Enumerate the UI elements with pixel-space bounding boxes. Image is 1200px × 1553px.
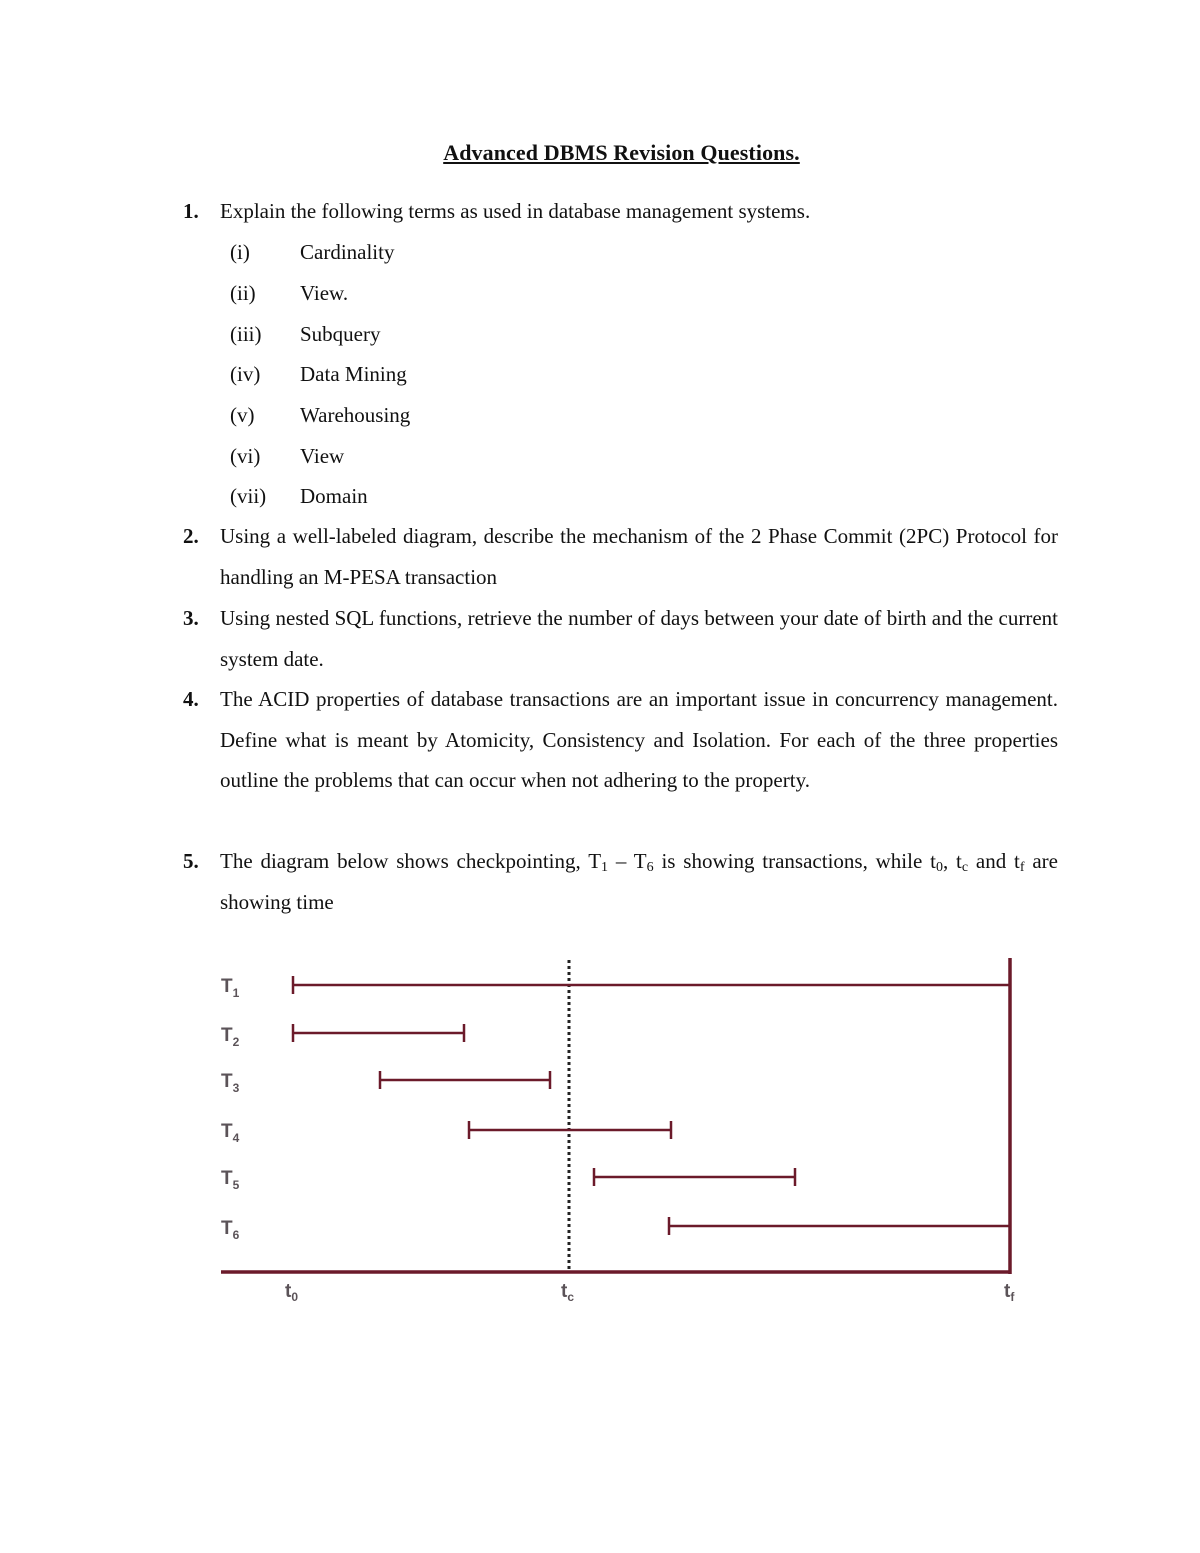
term-item xyxy=(230,273,530,313)
term-label: Data Mining xyxy=(300,362,407,386)
q5-sub-e: f xyxy=(1019,860,1025,875)
q5-sub-a: 1 xyxy=(601,860,609,875)
time-label-tf: $t_f$ xyxy=(1004,1281,1015,1304)
time-label-t0: $t_0$ xyxy=(285,1281,299,1304)
transaction-label: $T_4$ xyxy=(221,1121,240,1145)
term-label: Cardinality xyxy=(300,240,395,264)
question-number-4: 4. xyxy=(183,687,199,711)
term-label: Domain xyxy=(300,484,368,508)
q5-sub-c: 0 xyxy=(935,860,943,875)
transaction-bar-t3 xyxy=(380,1071,550,1089)
document-title: Advanced DBMS Revision Questions. xyxy=(443,140,800,165)
q5-text-c: is showing transactions, while t xyxy=(653,849,936,873)
question-text-4: The ACID properties of database transactions are an important issue in concurrency management. Define what is meant by Atomicity, Consistency and Isolation. For each of the three properties outline the problems that can occur when not adhering to the property. xyxy=(220,687,1058,793)
term-roman-numeral: (iii) xyxy=(230,322,262,346)
transaction-bar-t2 xyxy=(293,1024,464,1042)
transaction-label: $T_5$ xyxy=(221,1168,240,1192)
term-roman-numeral: (v) xyxy=(230,403,255,427)
transaction-bar-t6 xyxy=(669,1217,1010,1235)
transaction-label: $T_1$ xyxy=(221,976,240,1000)
q5-sub-d: c xyxy=(961,860,969,875)
checkpointing-diagram xyxy=(205,950,1035,1310)
q5-sub-b: 6 xyxy=(646,860,654,875)
term-roman-numeral: (i) xyxy=(230,240,250,264)
transaction-label: $T_2$ xyxy=(221,1025,240,1049)
term-item xyxy=(230,354,530,394)
question-text-1: Explain the following terms as used in database management systems. xyxy=(220,199,811,223)
term-item xyxy=(230,436,530,476)
term-item xyxy=(230,395,530,435)
time-label-tc: $t_c$ xyxy=(561,1281,575,1304)
term-roman-numeral: (vi) xyxy=(230,444,261,468)
term-roman-numeral: (iv) xyxy=(230,362,261,386)
q5-text-f: are showing time xyxy=(220,849,1058,914)
q5-text-b: – T xyxy=(608,849,647,873)
term-label: Warehousing xyxy=(300,403,411,427)
transaction-label: $T_6$ xyxy=(221,1218,240,1242)
term-roman-numeral: (vii) xyxy=(230,484,267,508)
term-item xyxy=(230,314,530,354)
term-item xyxy=(230,476,530,516)
term-item xyxy=(230,232,530,272)
question-number-2: 2. xyxy=(183,524,199,548)
question-text-5 xyxy=(220,841,1058,922)
question-text-3: Using nested SQL functions, retrieve the number of days between your date of birth and the current system date. xyxy=(220,606,1058,671)
question-number-5: 5. xyxy=(183,849,199,873)
transaction-bar-t5 xyxy=(594,1168,795,1186)
transaction-label: $T_3$ xyxy=(221,1071,240,1095)
term-label: View xyxy=(300,444,345,468)
question-number-3: 3. xyxy=(183,606,199,630)
q5-text-a: The diagram below shows checkpointing, T xyxy=(220,849,602,873)
q5-text-e: and t xyxy=(968,849,1020,873)
q5-text-d: , t xyxy=(942,849,962,873)
term-roman-numeral: (ii) xyxy=(230,281,256,305)
term-label: Subquery xyxy=(300,322,381,346)
term-label: View. xyxy=(300,281,349,305)
transaction-labels xyxy=(221,976,240,1242)
transaction-bar-t1 xyxy=(293,976,1010,994)
question-text-2: Using a well-labeled diagram, describe the mechanism of the 2 Phase Commit (2PC) Protocol for handling an M-PESA transaction xyxy=(220,524,1058,589)
question-number-1: 1. xyxy=(183,199,199,223)
